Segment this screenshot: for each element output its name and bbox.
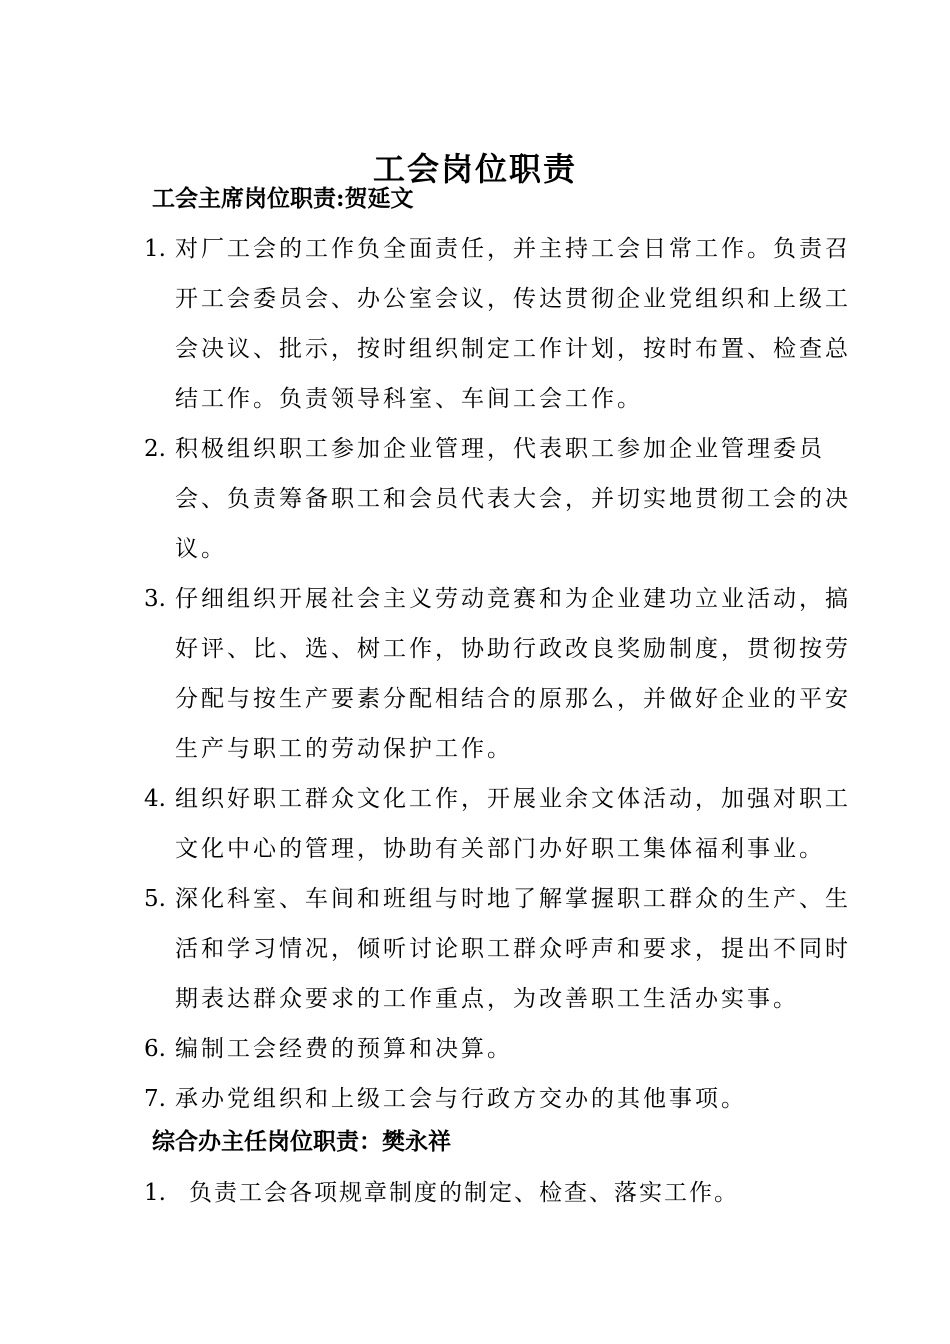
item-number: 3. (144, 586, 166, 612)
item-number: 7. (144, 1086, 166, 1112)
chairman-duties-list (144, 224, 874, 1124)
item-text: 组织好职工群众文化工作，开展业余文体活动，加强对职工文化中心的管理，协助有关部门办好职工集体福利事业。 (175, 786, 851, 862)
item-number: 6. (144, 1036, 166, 1062)
item-text: 编制工会经费的预算和决算。 (175, 1036, 513, 1062)
list-item (144, 1168, 874, 1218)
item-number: 4. (144, 786, 166, 812)
item-number: 2. (144, 436, 166, 462)
list-item (144, 574, 874, 774)
section-heading-chairman: 工会主席岗位职责:贺延文 (152, 185, 414, 212)
item-text: 积极组织职工参加企业管理，代表职工参加企业管理委员会、负责筹备职工和会员代表大会，并切实地贯彻工会的决议。 (175, 436, 851, 562)
item-number: 5. (144, 886, 166, 912)
item-text: 承办党组织和上级工会与行政方交办的其他事项。 (175, 1086, 747, 1112)
list-item (144, 774, 874, 874)
item-text: 深化科室、车间和班组与时地了解掌握职工群众的生产、生活和学习情况，倾听讨论职工群众呼声和要求，提出不同时期表达群众要求的工作重点，为改善职工生活办实事。 (175, 886, 851, 1012)
page-title: 工会岗位职责 (372, 150, 577, 189)
list-item (144, 224, 874, 424)
office-director-duties-list (144, 1168, 874, 1218)
item-text: 对厂工会的工作负全面责任，并主持工会日常工作。负责召开工会委员会、办公室会议，传达贯彻企业党组织和上级工会决议、批示，按时组织制定工作计划，按时布置、检查总结工作。负责领导科室、车间工会工作。 (175, 236, 851, 412)
list-item (144, 874, 874, 1024)
item-number: 1. (144, 1180, 166, 1206)
item-text: 仔细组织开展社会主义劳动竞赛和为企业建功立业活动，搞好评、比、选、树工作，协助行政改良奖励制度，贯彻按劳分配与按生产要素分配相结合的原那么，并做好企业的平安生产与职工的劳动保护工作。 (175, 586, 851, 762)
item-number: 1. (144, 236, 166, 262)
list-item (144, 1074, 874, 1124)
list-item (144, 424, 874, 574)
section-heading-office-director: 综合办主任岗位职责：樊永祥 (152, 1128, 451, 1155)
list-item (144, 1024, 874, 1074)
item-text: 负责工会各项规章制度的制定、检查、落实工作。 (189, 1180, 739, 1206)
